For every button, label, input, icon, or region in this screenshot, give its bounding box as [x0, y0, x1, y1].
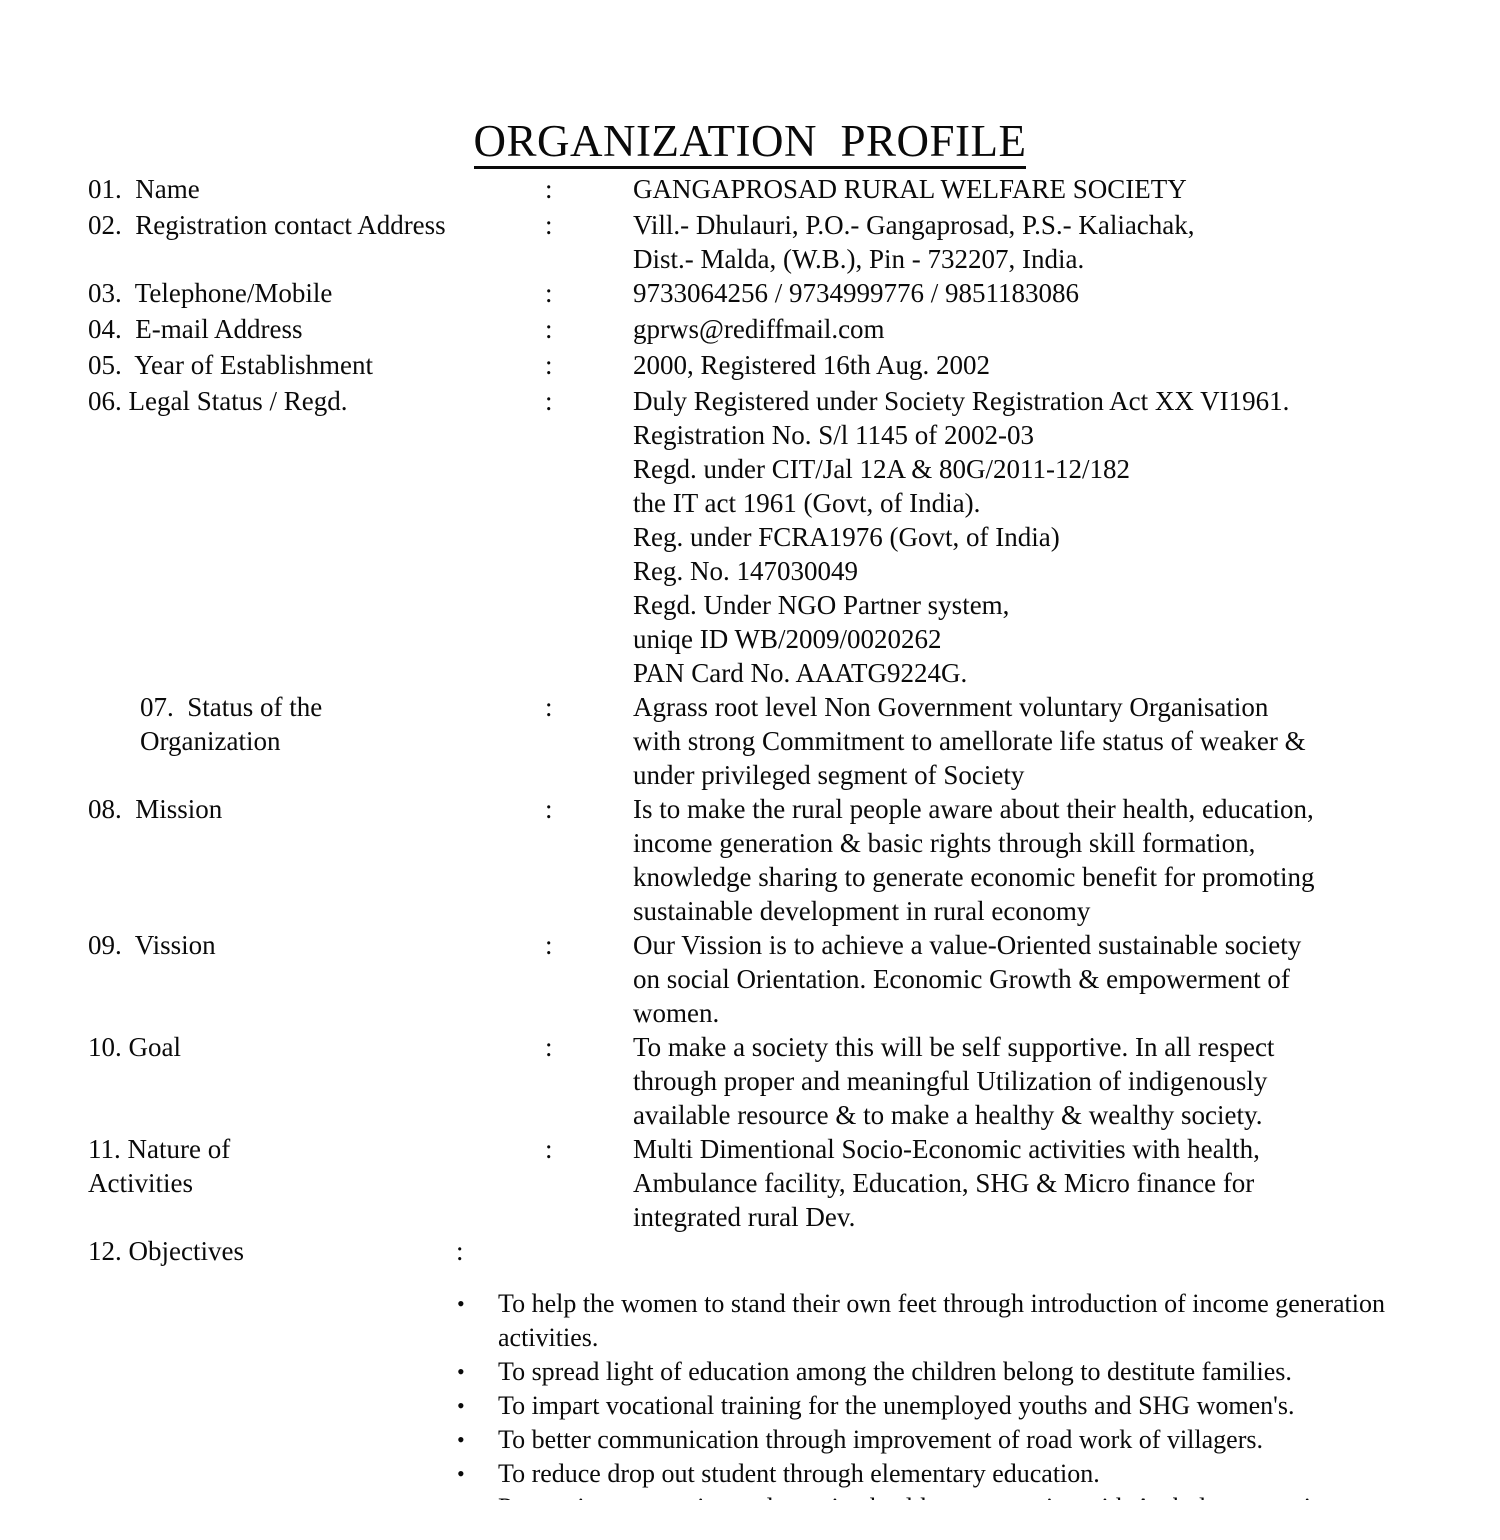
objective-list-item: [455, 1423, 1455, 1457]
profile-row-label: [88, 690, 528, 758]
profile-row-label: [88, 792, 528, 826]
profile-row-value: [633, 172, 1405, 206]
profile-row-colon: :: [545, 210, 553, 240]
profile-row-value-line: 9733064256 / 9734999776 / 9851183086: [633, 278, 1080, 308]
profile-row: [88, 276, 1418, 312]
profile-row-value-line: the IT act 1961 (Govt, of India).: [633, 488, 981, 518]
profile-row-value-line: Reg. No. 147030049: [633, 556, 858, 586]
profile-row-value: [633, 384, 1405, 690]
profile-row: [88, 172, 1418, 208]
profile-row-label-line: 04. E-mail Address: [88, 314, 303, 344]
profile-row-label-line: 05. Year of Establishment: [88, 350, 373, 380]
profile-row-label-line: 09. Vission: [88, 930, 216, 960]
profile-row-value-line: Multi Dimentional Socio-Economic activities with health,: [633, 1134, 1260, 1164]
profile-row-value-line: Is to make the rural people aware about their health, education,: [633, 794, 1314, 824]
profile-row: [88, 690, 1418, 792]
profile-row-label-line: 02. Registration contact Address: [88, 210, 446, 240]
objective-text: To better communication through improvement of road work of villagers.: [498, 1425, 1263, 1454]
profile-row-value-line: Regd. under CIT/Jal 12A & 80G/2011-12/182: [633, 454, 1130, 484]
profile-row: [88, 384, 1418, 690]
bullet-point-icon: •: [457, 1393, 465, 1418]
profile-row-value-line: Agrass root level Non Government voluntary Organisation: [633, 692, 1269, 722]
profile-row-value-line: gprws@rediffmail.com: [633, 314, 885, 344]
profile-row-value-line: available resource & to make a healthy & wealthy society.: [633, 1100, 1263, 1130]
profile-row-value: [633, 792, 1405, 928]
bullet-point-icon: •: [457, 1291, 465, 1316]
objective-text: To spread light of education among the children belong to destitute families.: [498, 1357, 1292, 1386]
organization-profile-list: [88, 172, 1418, 1270]
profile-row-value-line: Regd. Under NGO Partner system,: [633, 590, 1010, 620]
profile-row-value: [633, 348, 1405, 382]
profile-row-label: [88, 1030, 528, 1064]
profile-row-label-line: 07. Status of the: [140, 692, 323, 722]
profile-row-colon: :: [545, 386, 553, 416]
page-title-container: [0, 118, 1500, 169]
profile-row-colon: :: [545, 692, 553, 722]
page-title: ORGANIZATION PROFILE: [474, 118, 1027, 169]
profile-row-label-line: 06. Legal Status / Regd.: [88, 386, 348, 416]
profile-row-value-line: with strong Commitment to amellorate life status of weaker &: [633, 726, 1306, 756]
profile-row-value-line: Duly Registered under Society Registration Act XX VI1961.: [633, 386, 1290, 416]
profile-row-value-line: PAN Card No. AAATG9224G.: [633, 658, 968, 688]
profile-row-colon: :: [545, 1032, 553, 1062]
profile-row: [88, 1234, 1418, 1270]
profile-row: [88, 348, 1418, 384]
profile-row-value-line: income generation & basic rights through skill formation,: [633, 828, 1256, 858]
profile-row: [88, 208, 1418, 276]
profile-row-value-line: Ambulance facility, Education, SHG & Micro finance for: [633, 1168, 1255, 1198]
profile-row-value-line: through proper and meaningful Utilization of indigenously: [633, 1066, 1268, 1096]
profile-row: [88, 1132, 1418, 1234]
objective-list-item: [455, 1287, 1455, 1355]
profile-row-value-line: Registration No. S/l 1145 of 2002-03: [633, 420, 1034, 450]
profile-row-value-line: GANGAPROSAD RURAL WELFARE SOCIETY: [633, 174, 1187, 204]
profile-row-value: [633, 312, 1405, 346]
profile-row-value: [633, 690, 1405, 792]
profile-row-value-line: Vill.- Dhulauri, P.O.- Gangaprosad, P.S.- Kaliachak,: [633, 210, 1195, 240]
objective-list-item: [455, 1457, 1455, 1491]
profile-row-label-line: 12. Objectives: [88, 1236, 244, 1266]
objective-text: To help the women to stand their own feet through introduction of income generation activities.: [498, 1289, 1392, 1352]
profile-row-value-line: on social Orientation. Economic Growth & empowerment of: [633, 964, 1290, 994]
profile-row-value: [633, 1132, 1405, 1234]
bullet-point-icon: •: [457, 1359, 465, 1384]
profile-row-label-line: Activities: [88, 1168, 193, 1198]
profile-row-label: [88, 1132, 528, 1200]
profile-row: [88, 1030, 1418, 1132]
objective-text: To impart vocational training for the unemployed youths and SHG women's.: [498, 1391, 1295, 1420]
objectives-bullet-list: [455, 1287, 1455, 1525]
profile-row: [88, 928, 1418, 1030]
profile-row-value: [633, 208, 1405, 276]
profile-row-colon: :: [545, 1134, 553, 1164]
profile-row-label: [88, 312, 528, 346]
profile-row-label: [88, 172, 528, 206]
profile-row-label: [88, 348, 528, 382]
profile-row-value-line: uniqe ID WB/2009/0020262: [633, 624, 942, 654]
profile-row-value: [633, 276, 1405, 310]
profile-row-label: [88, 208, 528, 242]
profile-row-value-line: sustainable development in rural economy: [633, 896, 1091, 926]
objective-text: To reduce drop out student through elementary education.: [498, 1459, 1100, 1488]
bottom-clip-mask: [0, 1500, 1500, 1540]
objective-list-item: [455, 1355, 1455, 1389]
profile-row-value-line: Reg. under FCRA1976 (Govt, of India): [633, 522, 1060, 552]
profile-row-label-line: 03. Telephone/Mobile: [88, 278, 333, 308]
profile-row-label-line: Organization: [140, 726, 281, 756]
profile-row-label: [88, 276, 528, 310]
profile-row-colon: :: [545, 350, 553, 380]
profile-row-value-line: under privileged segment of Society: [633, 760, 1025, 790]
profile-row-label: [88, 928, 528, 962]
profile-row-value-line: integrated rural Dev.: [633, 1202, 856, 1232]
profile-row-value-line: Our Vission is to achieve a value-Oriented sustainable society: [633, 930, 1302, 960]
profile-row-colon: :: [545, 174, 553, 204]
profile-row-label: [88, 384, 528, 418]
profile-row-value: [633, 928, 1405, 1030]
profile-row-colon: :: [545, 794, 553, 824]
profile-row-value-line: To make a society this will be self supportive. In all respect: [633, 1032, 1275, 1062]
bullet-point-icon: •: [457, 1461, 465, 1486]
profile-row-value: [633, 1234, 1405, 1268]
profile-row-value: [633, 1030, 1405, 1132]
profile-row-colon: :: [545, 314, 553, 344]
profile-row-label-line: 01. Name: [88, 174, 200, 204]
profile-row-label-line: 10. Goal: [88, 1032, 181, 1062]
profile-row-value-line: Dist.- Malda, (W.B.), Pin - 732207, India.: [633, 244, 1085, 274]
profile-row-value-line: 2000, Registered 16th Aug. 2002: [633, 350, 990, 380]
bullet-point-icon: •: [457, 1427, 465, 1452]
profile-row-value-line: women.: [633, 998, 720, 1028]
profile-row: [88, 312, 1418, 348]
objective-list-item: [455, 1389, 1455, 1423]
profile-row-colon: :: [545, 278, 553, 308]
profile-row-label-line: 11. Nature of: [88, 1134, 231, 1164]
profile-row: [88, 792, 1418, 928]
profile-row-colon: :: [456, 1236, 464, 1266]
profile-row-label-line: 08. Mission: [88, 794, 223, 824]
profile-row-colon: :: [545, 930, 553, 960]
profile-row-value-line: knowledge sharing to generate economic benefit for promoting: [633, 862, 1315, 892]
